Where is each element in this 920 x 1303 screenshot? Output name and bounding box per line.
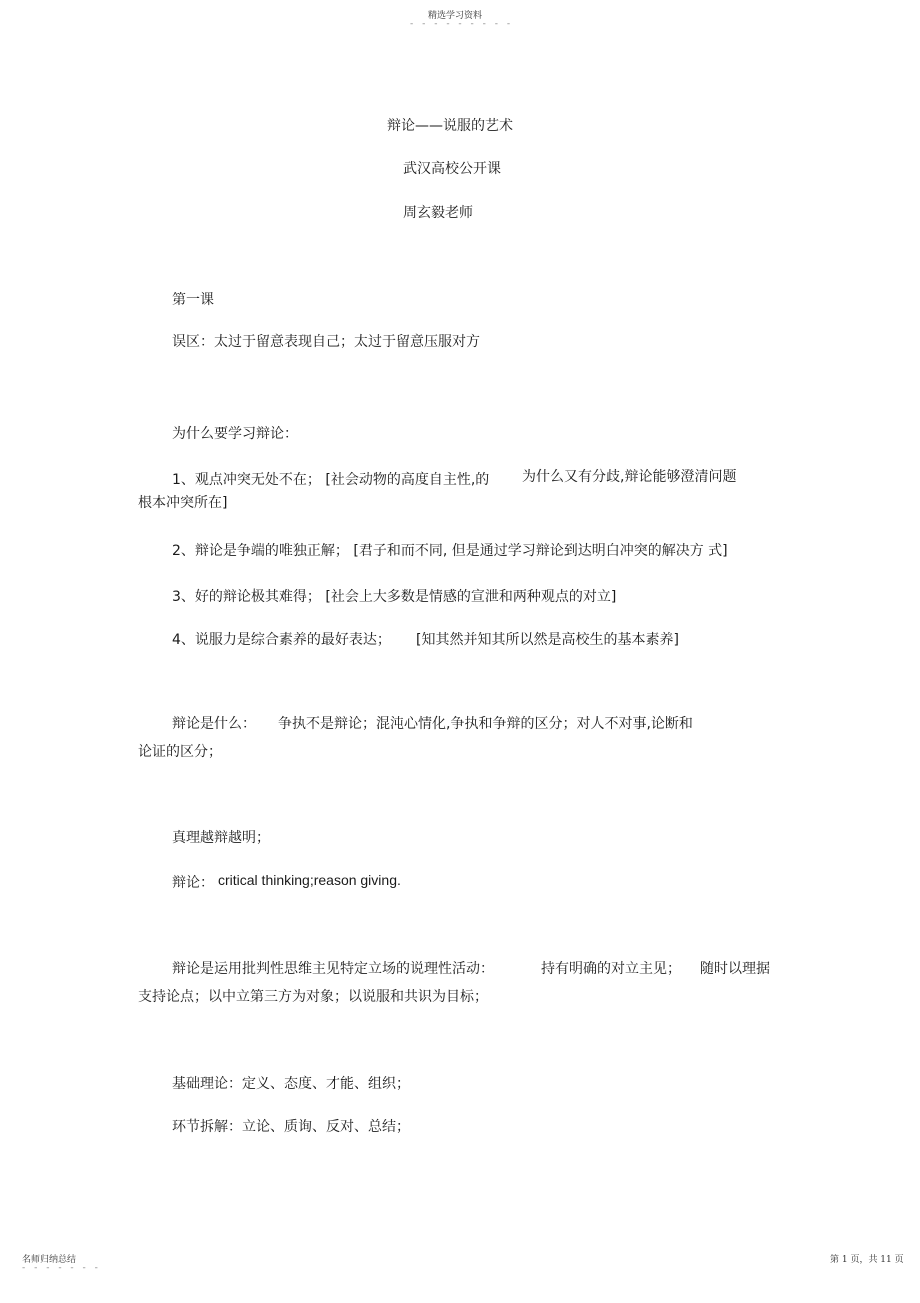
what-heading: 辩论是什么： <box>172 716 256 732</box>
point-3: 3、好的辩论极其难得； [社会上大多数是情感的宣泄和两种观点的对立] <box>172 589 617 605</box>
stages-text: 环节拆解：立论、质询、反对、总结； <box>172 1119 410 1135</box>
footer-label: 名师归纳总结 <box>22 1255 77 1265</box>
definition-label: 辩论： <box>172 875 214 891</box>
misconception-text: 误区：太过于留意表现自己；太过于留意压服对方 <box>172 334 480 350</box>
course-name: 武汉高校公开课 <box>403 161 501 177</box>
footer-dashes: - - - - - - - <box>22 1263 101 1273</box>
what-text: 争执不是辩论；混沌心情化,争执和争辩的区分；对人不对事,论断和 <box>278 716 693 732</box>
definition-english: critical thinking;reason giving. <box>218 872 401 888</box>
truth-text: 真理越辩越明； <box>172 830 270 846</box>
why-heading: 为什么要学习辩论： <box>172 426 298 442</box>
activity-text: 辩论是运用批判性思维主见特定立场的说理性活动： <box>172 961 494 977</box>
point-4-note: [知其然并知其所以然是高校生的基本素养] <box>416 632 679 648</box>
header-label: 精选学习资料 <box>428 11 483 21</box>
activity-wrap: 支持论点；以中立第三方为对象；以说服和共识为目标； <box>138 989 488 1005</box>
activity-clause-2: 持有明确的对立主见； <box>541 961 681 977</box>
what-text-wrap: 论证的区分； <box>138 744 222 760</box>
document-title: 辩论——说服的艺术 <box>387 118 513 134</box>
lesson-heading: 第一课 <box>172 292 214 308</box>
activity-clause-3: 随时以理据 <box>700 961 770 977</box>
point-1: 1、观点冲突无处不在； [社会动物的高度自主性,的 <box>172 472 490 488</box>
point-4: 4、说服力是综合素养的最好表达； <box>172 632 391 648</box>
point-1-wrap: 根本冲突所在] <box>138 495 228 511</box>
theory-text: 基础理论：定义、态度、才能、组织； <box>172 1076 410 1092</box>
header-dashes: - - - - - - - - - <box>410 19 514 29</box>
teacher-name: 周玄毅老师 <box>403 205 473 221</box>
point-2: 2、辩论是争端的唯独正解； [君子和而不同, 但是通过学习辩论到达明白冲突的解决方 式] <box>172 543 728 559</box>
point-1-continued: 为什么又有分歧,辩论能够澄清问题 <box>522 469 737 485</box>
page-number: 第 1 页，共 11 页 <box>830 1255 904 1265</box>
